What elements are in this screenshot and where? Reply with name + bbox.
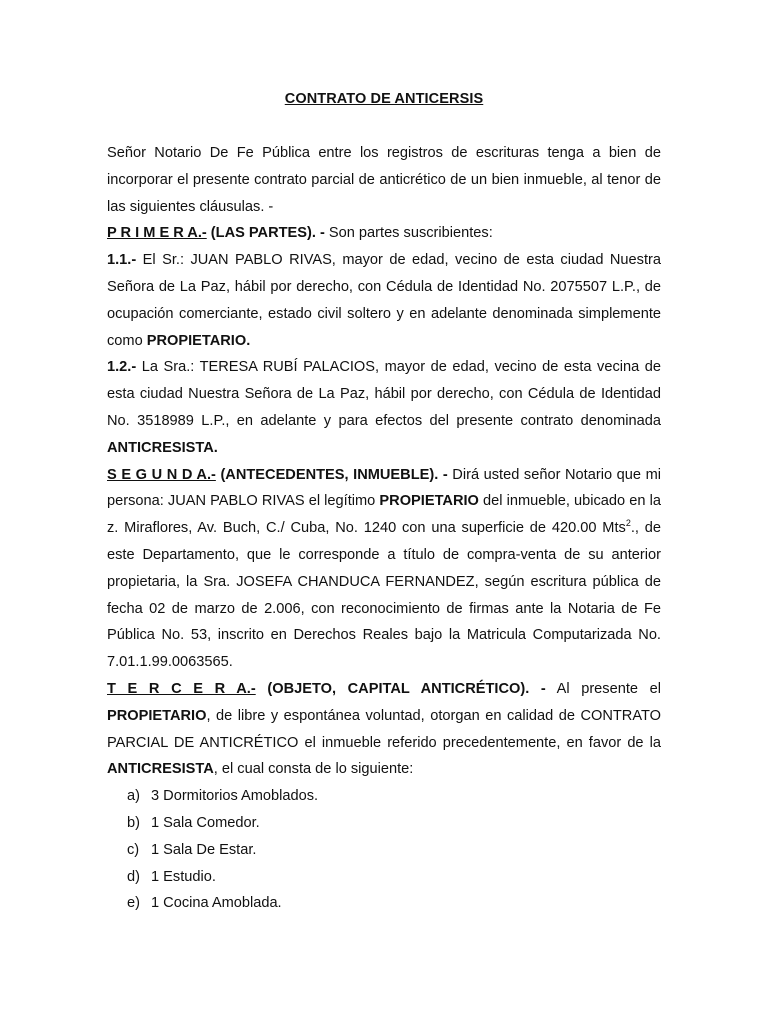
clause-segunda-text-2: del inmueble, ubicado en la z. Miraflores, Av. Buch, C./ Cuba, No. 1240 con una superficie de 420.00 Mts: [107, 493, 661, 537]
paragraph-1-2-text: La Sra.: TERESA RUBÍ PALACIOS, mayor de edad, vecino de esta vecina de esta ciudad Nuestra Señora de La Paz, hábil por derecho, con Cédula de Identidad No. 3518989 L.P., en adelante y para efectos del presente contrato denominada: [107, 359, 661, 429]
paragraph-1-2-role: ANTICRESISTA.: [107, 439, 218, 456]
list-item-marker: d): [127, 868, 140, 885]
list-item: [127, 810, 661, 837]
list-item-text: 3 Dormitorios Amoblados.: [151, 788, 319, 805]
clause-tercera-text-1: Al presente el: [545, 680, 661, 697]
clause-segunda-role: PROPIETARIO: [379, 493, 479, 510]
clause-segunda-text-3: ., de este Departamento, que le corresponde a título de compra-venta de su anterior propietaria, la Sra. JOSEFA CHANDUCA FERNANDEZ, según escritura pública de fecha 02 de marzo de 2.006, con reconocimiento de firmas ante la Notaria de Fe Pública No. 53, inscrito en Derechos Reales bajo la Matricula Computarizada No. 7.01.1.99.0063565.: [107, 520, 661, 671]
clause-segunda-heading: S E G U N D A.-: [107, 466, 216, 483]
list-item-text: 1 Sala Comedor.: [151, 814, 260, 831]
list-item: [127, 890, 661, 917]
clause-tercera-text-3: , el cual consta de lo siguiente:: [213, 761, 414, 778]
list-item: [127, 864, 661, 891]
clause-segunda: [107, 462, 661, 676]
list-item-marker: b): [127, 814, 140, 831]
paragraph-1-1-role: PROPIETARIO.: [146, 332, 251, 349]
document-title: CONTRATO DE ANTICERSIS: [284, 91, 484, 107]
list-item-marker: e): [127, 895, 140, 912]
list-item-marker: a): [127, 788, 140, 805]
clause-primera-text: Son partes suscribientes:: [324, 225, 493, 242]
paragraph-1-2: [107, 354, 661, 461]
clause-segunda-text-1: Dirá usted señor Notario que mi persona: JUAN PABLO RIVAS el legítimo: [107, 466, 661, 510]
clause-tercera-text-2: , de libre y espontánea voluntad, otorgan en calidad de CONTRATO PARCIAL DE ANTICRÉTICO el inmueble referido precedentemente, en favor de la: [107, 707, 661, 751]
clause-segunda-subheading: (ANTECEDENTES, INMUEBLE). -: [215, 466, 448, 483]
clause-tercera-subheading: (OBJETO, CAPITAL ANTICRÉTICO). -: [255, 680, 546, 697]
list-item-marker: c): [127, 841, 140, 858]
clause-primera-heading: P R I M E R A.-: [107, 225, 207, 242]
clause-primera: [107, 220, 661, 247]
paragraph-1-1: [107, 247, 661, 354]
document-body: [107, 140, 661, 917]
paragraph-1-1-text: El Sr.: JUAN PABLO RIVAS, mayor de edad, vecino de esta ciudad Nuestra Señora de La Paz, hábil por derecho, con Cédula de Identidad No. 2075507 L.P., de ocupación comerciante, estado civil soltero y en adelante denominada simplemente como: [107, 252, 661, 349]
paragraph-1-1-number: 1.1.-: [107, 252, 137, 269]
superscript-two: 2: [625, 518, 631, 529]
list-item: [127, 837, 661, 864]
intro-paragraph: Señor Notario De Fe Pública entre los registros de escrituras tenga a bien de incorporar el presente contrato parcial de anticrético de un bien inmueble, al tenor de las siguientes cláusulas. -: [107, 145, 661, 215]
clause-tercera-heading: T E R C E R A.-: [107, 680, 256, 697]
clause-primera-subheading: (LAS PARTES). -: [206, 225, 325, 242]
list-item-text: 1 Sala De Estar.: [151, 841, 257, 858]
list-item-text: 1 Cocina Amoblada.: [151, 895, 282, 912]
clause-tercera-role-1: PROPIETARIO: [107, 707, 207, 724]
clause-tercera: [107, 676, 661, 783]
property-items-list: [107, 783, 661, 917]
list-item-text: 1 Estudio.: [151, 868, 216, 885]
list-item: [127, 783, 661, 810]
clause-tercera-role-2: ANTICRESISTA: [107, 761, 214, 778]
paragraph-1-2-number: 1.2.-: [107, 359, 137, 376]
